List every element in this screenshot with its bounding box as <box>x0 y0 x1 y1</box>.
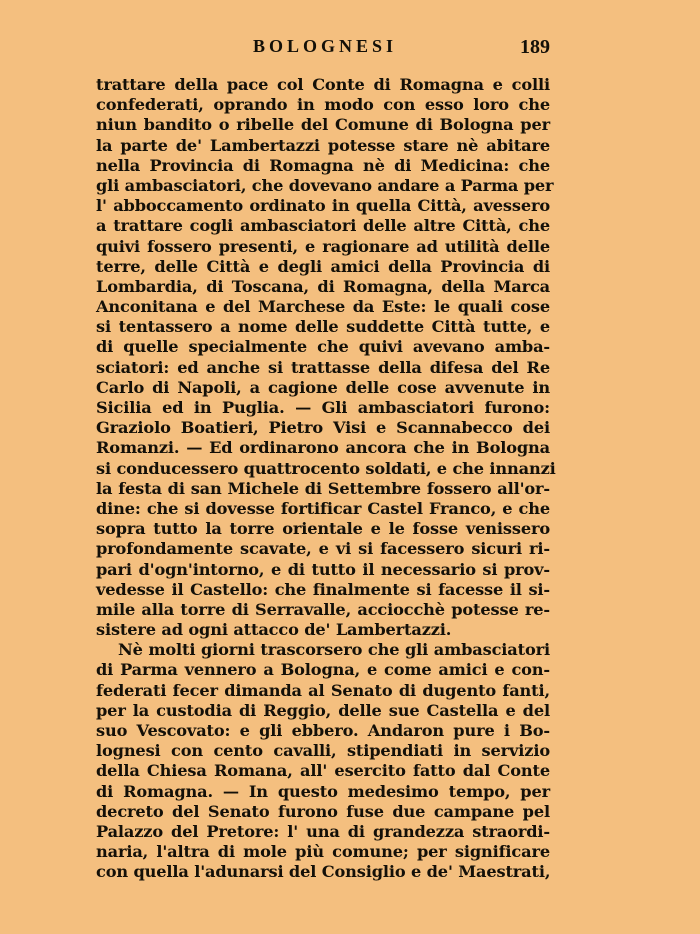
text-line: suo Vescovato: e gli ebbero. Andaron pure i Bo- <box>96 721 550 740</box>
text-line: pari d'ogn'intorno, e di tutto il necessario si prov- <box>96 559 550 579</box>
text-line: per la custodia di Reggio, delle sue Castella e del <box>96 700 550 720</box>
text-line: niun bandito o ribelle del Comune di Bologna per <box>96 115 550 135</box>
text-line: sopra tutto la torre orientale e le fosse venissero <box>96 519 550 539</box>
text-line: della Chiesa Romana, all' esercito fatto dal Conte <box>96 761 550 781</box>
text-line: naria, l'altra di mole più comune; per significare <box>96 842 550 862</box>
text-line: Lombardia, di Toscana, di Romagna, della Marca <box>96 276 550 296</box>
text-line: si conducessero quattrocento soldati, e che innanzi <box>96 458 556 478</box>
text-line: la festa di san Michele di Settembre fossero all'or- <box>96 478 550 498</box>
text-line: Carlo di Napoli, a cagione delle cose avvenute in <box>96 377 550 397</box>
text-line: mile alla torre di Serravalle, acciocchè potesse re- <box>96 599 550 619</box>
text-line: lognesi con cento cavalli, stipendiati in servizio <box>96 741 550 761</box>
text-line: gli ambasciatori, che dovevano andare a Parma per <box>96 175 554 195</box>
text-line: a trattare cogli ambasciatori delle altre Città, che <box>96 216 550 236</box>
text-line: Nè molti giorni trascorsero che gli ambasciatori <box>118 640 550 660</box>
text-line: terre, delle Città e degli amici della Provincia di <box>96 256 550 276</box>
text-line: Sicilia ed in Puglia. — Gli ambasciatori furono: <box>96 398 550 417</box>
running-title: BOLOGNESI <box>252 36 398 56</box>
text-line: si tentassero a nome delle suddette Città tutte, e <box>96 317 550 337</box>
text-line: sciatori: ed anche si trattasse della difesa del Re <box>96 357 550 377</box>
text-line: con quella l'adunarsi del Consiglio e de' Maestrati, <box>96 862 551 882</box>
text-line: decreto del Senato furono fuse due campane pel <box>96 801 550 821</box>
text-line: Palazzo del Pretore: l' una di grandezza straordi- <box>96 821 550 841</box>
text-line: federati fecer dimanda al Senato di dugento fanti, <box>96 680 550 700</box>
text-line: di Parma vennero a Bologna, e come amici e con- <box>96 660 550 680</box>
text-line: Graziolo Boatieri, Pietro Visi e Scannabecco dei <box>96 418 550 438</box>
text-line: Anconitana e del Marchese da Este: le quali cose <box>96 297 550 317</box>
text-line: dine: che si dovesse fortificar Castel Franco, e che <box>96 498 550 518</box>
text-line: l' abboccamento ordinato in quella Città, avessero <box>96 196 550 216</box>
paragraph <box>96 75 556 640</box>
running-head <box>100 36 550 60</box>
text-line: di Romagna. — In questo medesimo tempo, per <box>96 781 550 801</box>
text-line: di quelle specialmente che quivi avevano amba- <box>96 337 550 357</box>
text-line: Romanzi. — Ed ordinarono ancora che in Bologna <box>96 438 550 458</box>
text-line: nella Provincia di Romagna nè di Medicina: che <box>96 155 550 175</box>
body-text <box>96 75 556 883</box>
text-line: la parte de' Lambertazzi potesse stare nè abitare <box>96 135 550 155</box>
text-line: trattare della pace col Conte di Romagna e colli <box>96 75 550 94</box>
text-line: quivi fossero presenti, e ragionare ad utilità delle <box>96 236 550 256</box>
text-line: vedesse il Castello: che finalmente si facesse il si- <box>96 579 550 599</box>
text-line: profondamente scavate, e vi si facessero sicuri ri- <box>96 539 550 559</box>
paragraph <box>96 640 550 882</box>
text-line: confederati, oprando in modo con esso loro che <box>96 95 550 115</box>
page-number: 189 <box>520 36 550 58</box>
text-line: sistere ad ogni attacco de' Lambertazzi. <box>96 620 452 640</box>
